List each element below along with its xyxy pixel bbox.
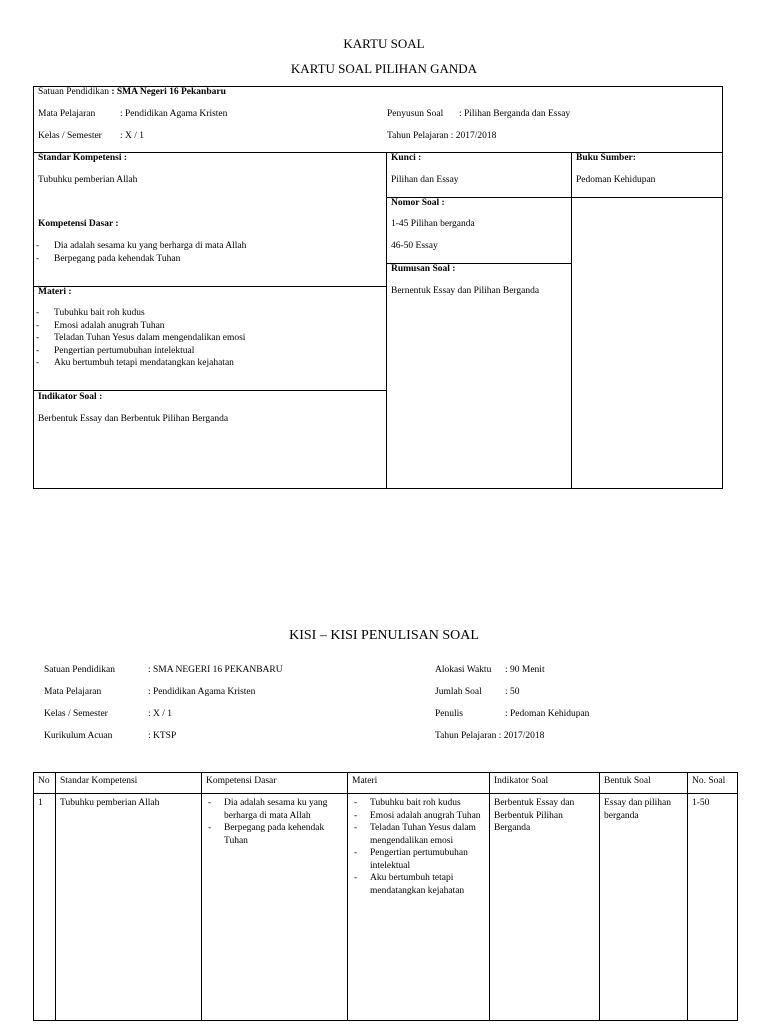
kisi-jumlah-label: Jumlah Soal — [435, 687, 482, 697]
kartu-soal-card — [33, 86, 723, 489]
column-header-kd: Kompetensi Dasar — [202, 773, 348, 794]
list-item: - Pengertian pertumubuhan intelektual — [352, 847, 485, 872]
cell-nosoal: 1-50 — [688, 794, 738, 1021]
list-item: - Pengertian pertumubuhan intelektual — [34, 345, 245, 358]
kisi-mapel-value: : Pendidikan Agama Kristen — [148, 687, 256, 697]
list-item: - Aku bertumbuh tetapi mendatangkan kejahatan — [352, 872, 485, 897]
list-item: - Dia adalah sesama ku yang berharga di mata Allah — [34, 240, 246, 253]
column-header-materi: Materi — [348, 773, 490, 794]
cell-bentuk: Essay dan pilihan berganda — [600, 794, 688, 1021]
kisi-satuan-value: : SMA NEGERI 16 PEKANBARU — [148, 665, 283, 675]
divider — [34, 390, 387, 391]
rumusan-label: Rumusan Soal : — [391, 264, 456, 274]
nomor-value-1: 1-45 Pilihan berganda — [391, 219, 475, 229]
kunci-value: Pilihan dan Essay — [391, 175, 459, 185]
page-title: KARTU SOAL — [343, 36, 425, 51]
list-item: - Teladan Tuhan Yesus dalam mengendalikan emosi — [352, 822, 485, 847]
kisi-jumlah-value: : 50 — [505, 687, 520, 697]
sk-value: Tubuhku pemberian Allah — [38, 175, 138, 185]
materi-label: Materi : — [38, 287, 72, 297]
page-subtitle: KARTU SOAL PILIHAN GANDA — [290, 61, 478, 76]
divider — [34, 286, 387, 287]
satuan-value: : SMA Negeri 16 Pekanbaru — [111, 87, 226, 97]
kisi-table — [33, 772, 738, 1021]
mapel-label: Mata Pelajaran — [38, 109, 96, 119]
mapel-value: : Pendidikan Agama Kristen — [120, 109, 228, 119]
table-header-row — [34, 773, 738, 794]
list-item: - Tubuhku bait roh kudus — [352, 797, 485, 810]
kisi-mapel-label: Mata Pelajaran — [44, 687, 102, 697]
materi-list — [34, 307, 245, 370]
kisi-penulis-label: Penulis — [435, 709, 463, 719]
satuan-label: Satuan Pendidikan — [38, 87, 109, 97]
penyusun-label: Penyusun Soal — [387, 109, 444, 119]
tahun-pelajaran: Tahun Pelajaran : 2017/2018 — [387, 131, 497, 141]
cell-no: 1 — [34, 794, 56, 1021]
list-item: - Aku bertumbuh tetapi mendatangkan kejahatan — [34, 357, 245, 370]
indikator-label: Indikator Soal : — [38, 392, 103, 402]
cell-materi — [348, 794, 490, 1021]
kisi-kelas-label: Kelas / Semester — [44, 709, 108, 719]
kelas-label: Kelas / Semester — [38, 131, 102, 141]
kisi-alokasi-value: : 90 Menit — [505, 665, 545, 675]
kisi-satuan-label: Satuan Pendidikan — [44, 665, 115, 675]
table-row — [34, 794, 738, 1021]
cell-indikator: Berbentuk Essay dan Berbentuk Pilihan Berganda — [490, 794, 600, 1021]
kisi-kelas-value: : X / 1 — [148, 709, 173, 719]
list-item: - Tubuhku bait roh kudus — [34, 307, 245, 320]
sk-label: Standar Kompetensi : — [38, 153, 128, 163]
kunci-label: Kunci : — [391, 153, 422, 163]
column-header-sk: Standar Kompetensi — [56, 773, 202, 794]
indikator-value: Berbentuk Essay dan Berbentuk Pilihan Berganda — [38, 414, 229, 424]
list-item: - Dia adalah sesama ku yang berharga di mata Allah — [206, 797, 343, 822]
kd-label: Kompetensi Dasar : — [38, 219, 119, 229]
divider — [571, 152, 572, 488]
nomor-value-2: 46-50 Essay — [391, 241, 438, 251]
kisi-alokasi-label: Alokasi Waktu — [435, 665, 492, 675]
column-header-nosoal: No. Soal — [688, 773, 738, 794]
kisi-penulis-value: : Pedoman Kehidupan — [505, 709, 590, 719]
list-item: - Berpegang pada kehendak Tuhan — [206, 822, 343, 847]
kisi-tahun: Tahun Pelajaran : 2017/2018 — [435, 731, 545, 741]
kisi-title: KISI – KISI PENULISAN SOAL — [289, 628, 479, 643]
list-item: - Emosi adalah anugrah Tuhan — [34, 320, 245, 333]
list-item: - Teladan Tuhan Yesus dalam mengendalikan emosi — [34, 332, 245, 345]
buku-label: Buku Sumber: — [576, 153, 636, 163]
rumusan-value: Bernentuk Essay dan Pilihan Berganda — [391, 286, 540, 296]
buku-value: Pedoman Kehidupan — [576, 175, 656, 185]
kd-list — [34, 240, 246, 265]
kelas-value: : X / 1 — [120, 131, 145, 141]
list-item: - Emosi adalah anugrah Tuhan — [352, 810, 485, 823]
cell-kd — [202, 794, 348, 1021]
penyusun-value: : Pilihan Berganda dan Essay — [459, 109, 571, 119]
kisi-kurikulum-value: : KTSP — [148, 731, 177, 741]
kisi-kurikulum-label: Kurikulum Acuan — [44, 731, 113, 741]
nomor-label: Nomor Soal : — [391, 198, 445, 208]
column-header-bentuk: Bentuk Soal — [600, 773, 688, 794]
divider — [386, 152, 387, 488]
cell-sk: Tubuhku pemberian Allah — [56, 794, 202, 1021]
column-header-indikator: Indikator Soal — [490, 773, 600, 794]
list-item: - Berpegang pada kehendak Tuhan — [34, 253, 246, 266]
column-header-no: No — [34, 773, 56, 794]
